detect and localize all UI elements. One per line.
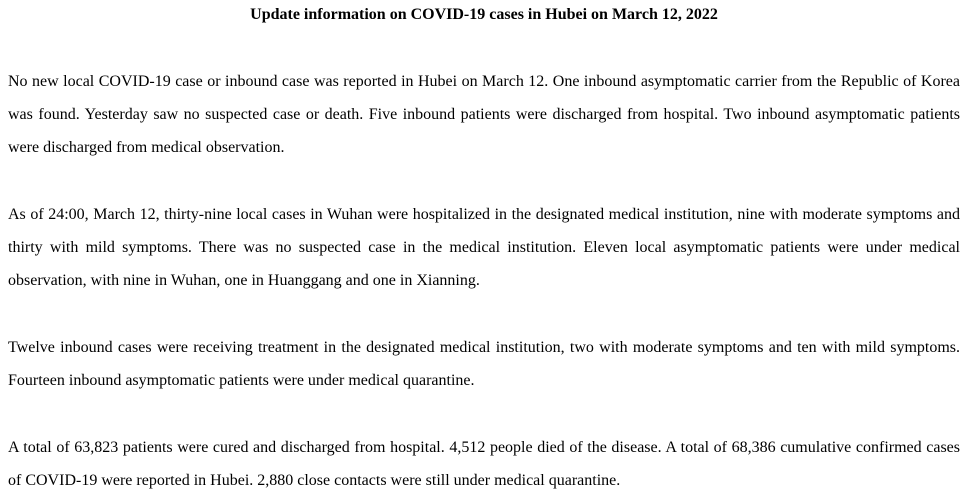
paragraph-cumulative-totals: A total of 63,823 patients were cured and discharged from hospital. 4,512 people died of the disease. A total of 68,386 cumulative confirmed cases of COVID-19 were reported in Hubei. 2,880 close contacts were still under medical quarantine.	[8, 439, 960, 489]
paragraph-local-cases: As of 24:00, March 12, thirty-nine local cases in Wuhan were hospitalized in the designated medical institution, nine with moderate symptoms and thirty with mild symptoms. There was no suspected case in the medical institution. Eleven local asymptomatic patients were under medical observation, with nine in Wuhan, one in Huanggang and one in Xianning.	[8, 206, 960, 289]
document-title: Update information on COVID-19 cases in Hubei on March 12, 2022	[250, 6, 718, 23]
paragraph-inbound-cases: Twelve inbound cases were receiving treatment in the designated medical institution, two with moderate symptoms and ten with mild symptoms. Fourteen inbound asymptomatic patients were under medical quarantine.	[8, 339, 960, 389]
paragraph-new-cases: No new local COVID-19 case or inbound case was reported in Hubei on March 12. One inbound asymptomatic carrier from the Republic of Korea was found. Yesterday saw no suspected case or death. Five inbound patients were discharged from hospital. Two inbound asymptomatic patients were discharged from medical observation.	[8, 73, 960, 156]
